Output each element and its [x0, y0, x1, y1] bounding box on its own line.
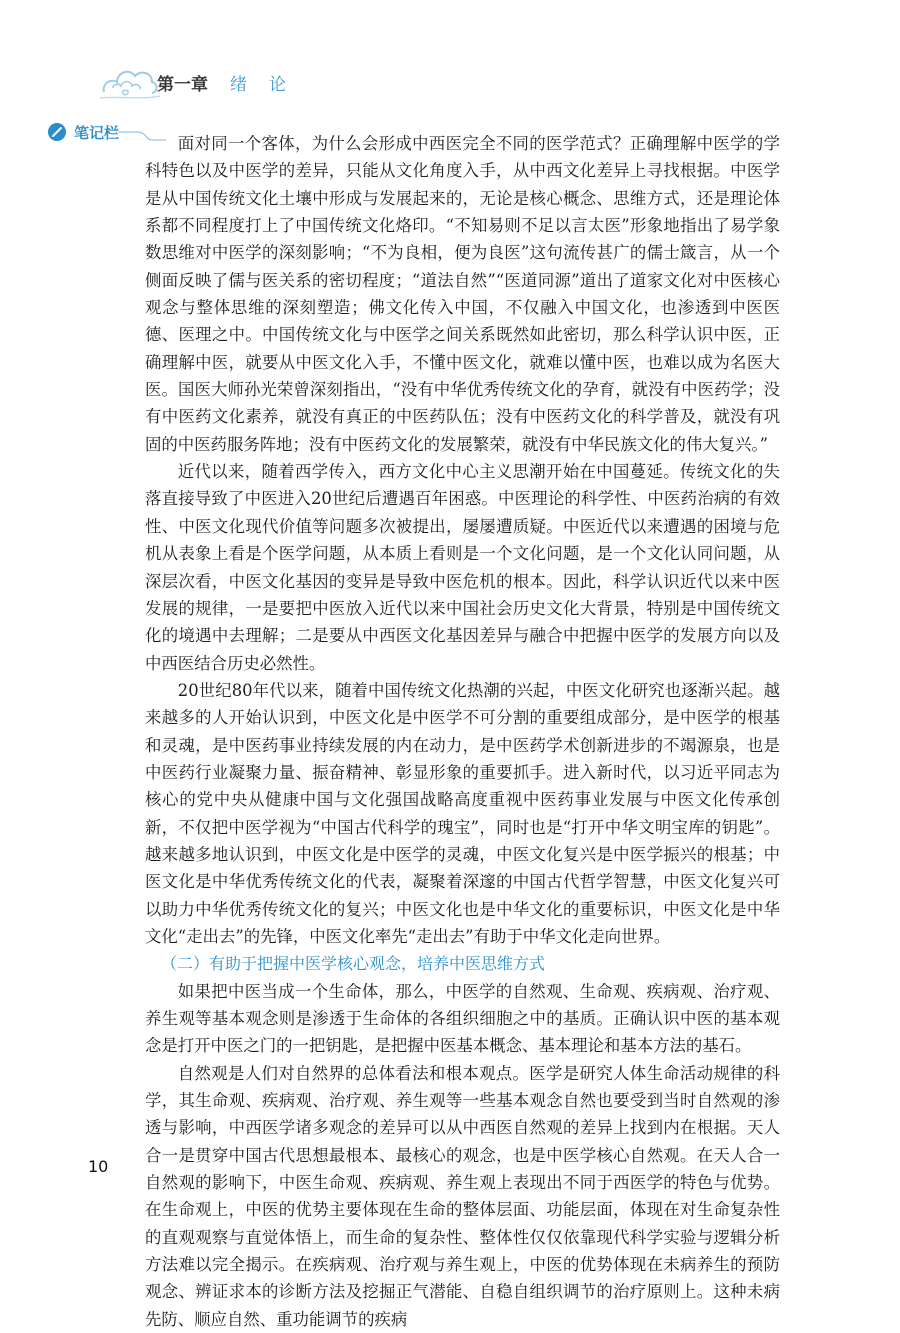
paragraph-4: 如果把中医当成一个生命体，那么，中医学的自然观、生命观、疾病观、治疗观、养生观等基本观念则是渗透于生命体的各组织细胞之中的基质。正确认识中医的基本观念是打开中医之门的一把钥匙，是把握中医基本概念、基本理论和基本方法的基石。	[145, 981, 780, 1056]
page-number: 10	[88, 1157, 109, 1176]
paragraph-1: 面对同一个客体，为什么会形成中西医完全不同的医学范式？正确理解中医学的学科特色以及中医学的差异，只能从文化角度入手，从中西文化差异上寻找根据。中医学是从中国传统文化土壤中形成与发展起来的，无论是核心概念、思维方式，还是理论体系都不同程度打上了中国传统文化烙印。“不知易则不足以言太医”形象地指出了易学象数思维对中医学的深刻影响；“不为良相，便为良医”这句流传甚广的儒士箴言，从一个侧面反映了儒与医关系的密切程度；“道法自然”“医道同源”道出了道家文化对中医核心观念与整体思维的深刻塑造；佛文化传入中国，不仅融入中国文化，也渗透到中医医德、医理之中。中国传统文化与中医学之间关系既然如此密切，那么科学认识中医，正确理解中医，就要从中医文化入手，不懂中医文化，就难以懂中医，也难以成为名医大医。国医大师孙光荣曾深刻指出，“没有中华优秀传统文化的孕育，就没有中医药学；没有中医药文化素养，就没有真正的中医药队伍；没有中医药文化的科学普及，就没有巩固的中医药服务阵地；没有中医药文化的发展繁荣，就没有中华民族文化的伟大复兴。”	[145, 134, 780, 454]
paragraph-2: 近代以来，随着西学传入，西方文化中心主义思潮开始在中国蔓延。传统文化的失落直接导致了中医进入20世纪后遭遇百年困惑。中医理论的科学性、中医药治病的有效性、中医文化现代价值等问题多次被提出，屡屡遭质疑。中医近代以来遭遇的困境与危机从表象上看是个医学问题，从本质上看则是一个文化问题，是一个文化认同问题，从深层次看，中医文化基因的变异是导致中医危机的根本。因此，科学认识近代以来中医发展的规律，一是要把中医放入近代以来中国社会历史文化大背景，特别是中国传统文化的境遇中去理解；二是要从中西医文化基因差异与融合中把握中医学的发展方向以及中西医结合历史必然性。	[145, 462, 780, 673]
chapter-title: 绪论	[230, 75, 308, 95]
main-text	[145, 130, 780, 1333]
notes-label: 笔记栏	[74, 124, 120, 142]
chapter-number: 第一章	[157, 75, 208, 95]
paragraph-3: 20世纪80年代以来，随着中国传统文化热潮的兴起，中医文化研究也逐渐兴起。越来越多的人开始认识到，中医文化是中医学不可分割的重要组成部分，是中医学的根基和灵魂，是中医药事业持续发展的内在动力，是中医药学术创新进步的不竭源泉，也是中医药行业凝聚力量、振奋精神、彰显形象的重要抓手。进入新时代，以习近平同志为核心的党中央从健康中国与文化强国战略高度重视中医药事业发展与中医文化传承创新，不仅把中医学视为“中国古代科学的瑰宝”，同时也是“打开中华文明宝库的钥匙”。越来越多地认识到，中医文化是中医学的灵魂，中医文化复兴是中医学振兴的根基；中医文化是中华优秀传统文化的代表，凝聚着深邃的中国古代哲学智慧，中医文化复兴可以助力中华优秀传统文化的复兴；中医文化也是中华文化的重要标识，中医文化是中华文化“走出去”的先锋，中医文化率先“走出去”有助于中华文化走向世界。	[145, 680, 780, 946]
page-header	[100, 58, 800, 104]
paragraph-5: 自然观是人们对自然界的总体看法和根本观点。医学是研究人体生命活动规律的科学，其生命观、疾病观、治疗观、养生观等一些基本观念自然也要受到当时自然观的渗透与影响，中西医学诸多观念的差异可以从中西医自然观的差异上找到内在根据。天人合一是贯穿中国古代思想最根本、最核心的观念，也是中医学核心自然观。在天人合一自然观的影响下，中医生命观、疾病观、养生观上表现出不同于西医学的特色与优势。在生命观上，中医的优势主要体现在生命的整体层面、功能层面，体现在对生命复杂性的直观观察与直觉体悟上，而生命的复杂性、整体性仅仅依靠现代科学实验与逻辑分析方法难以完全揭示。在疾病观、治疗观与养生观上，中医的优势体现在未病养生的预防观念、辨证求本的诊断方法及挖掘正气潜能、自稳自组织调节的治疗原则上。这种未病先防、顺应自然、重功能调节的疾病	[145, 1063, 780, 1329]
cloud-ornament-icon	[100, 58, 160, 104]
section-heading: （二）有助于把握中医学核心观念，培养中医思维方式	[161, 954, 546, 974]
